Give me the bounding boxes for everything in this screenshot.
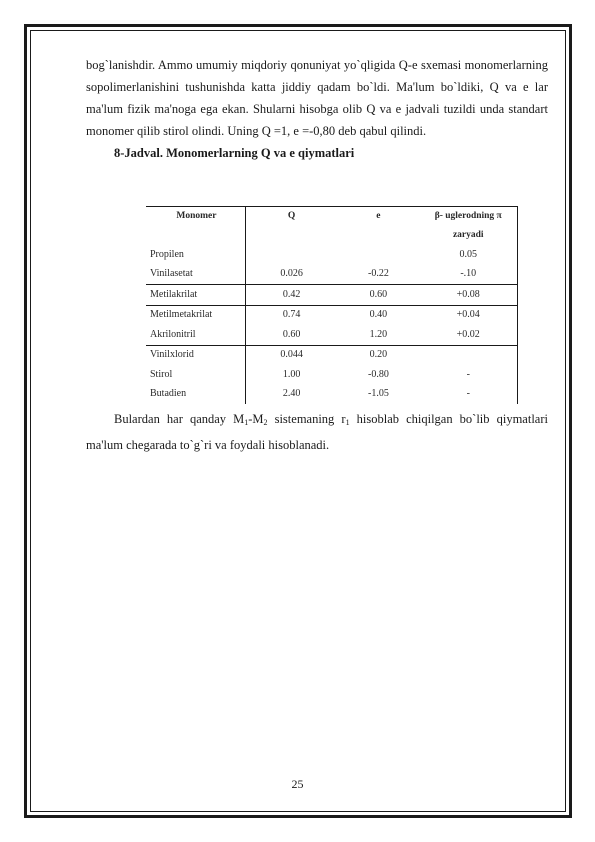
table-header-row-2 — [146, 225, 518, 245]
table-row: Akrilonitril 0.60 1.20 +0.02 — [146, 325, 518, 345]
header-beta-line2: zaryadi — [420, 225, 518, 245]
header-q: Q — [245, 207, 337, 226]
header-monomer: Monomer — [146, 207, 245, 226]
header-beta: β- uglerodning π — [420, 207, 518, 226]
monomer-table-container — [146, 206, 518, 404]
table-row: Propilen 0.05 — [146, 245, 518, 265]
monomer-table — [146, 206, 518, 404]
paragraph-intro: bog`lanishdir. Ammo umumiy miqdoriy qonuniyat yo`qligida Q-e sxemasi monomerlarning sopolimerlanishini tushunishda katta jiddiy qadam bo`ldi. Ma'lum bo`ldiki, Q va e lar ma'lum fizik ma'noga ega ekan. Shularni hisobga olib Q va e jadvali tuzildi unda standart monomer qilib stirol olindi. Uning Q =1, e =-0,80 deb qabul qilindi. — [86, 58, 548, 138]
page-number: 25 — [291, 777, 304, 791]
header-e: e — [337, 207, 419, 226]
table-row: Butadien 2.40 -1.05 - — [146, 385, 518, 405]
table-row: Metilakrilat 0.42 0.60 +0.08 — [146, 285, 518, 306]
paragraph-conclusion: Bulardan har qanday $M_1-M_2$ sistemaning $r_1$ hisoblab chiqilgan bo`lib qiymatlari ma'lum chegarada to`g`ri va foydali hisoblanadi. — [86, 412, 548, 452]
table-row: Vinilxlorid 0.044 0.20 — [146, 345, 518, 365]
table-row: Stirol 1.00 -0.80 - — [146, 365, 518, 385]
table-caption: 8-Jadval. Monomerlarning Q va e qiymatlari — [114, 146, 355, 160]
table-header-row — [146, 207, 518, 226]
body-text — [86, 54, 548, 164]
table-row: Metilmetakrilat 0.74 0.40 +0.04 — [146, 305, 518, 325]
table-row: Vinilasetat 0.026 -0.22 -.10 — [146, 265, 518, 285]
